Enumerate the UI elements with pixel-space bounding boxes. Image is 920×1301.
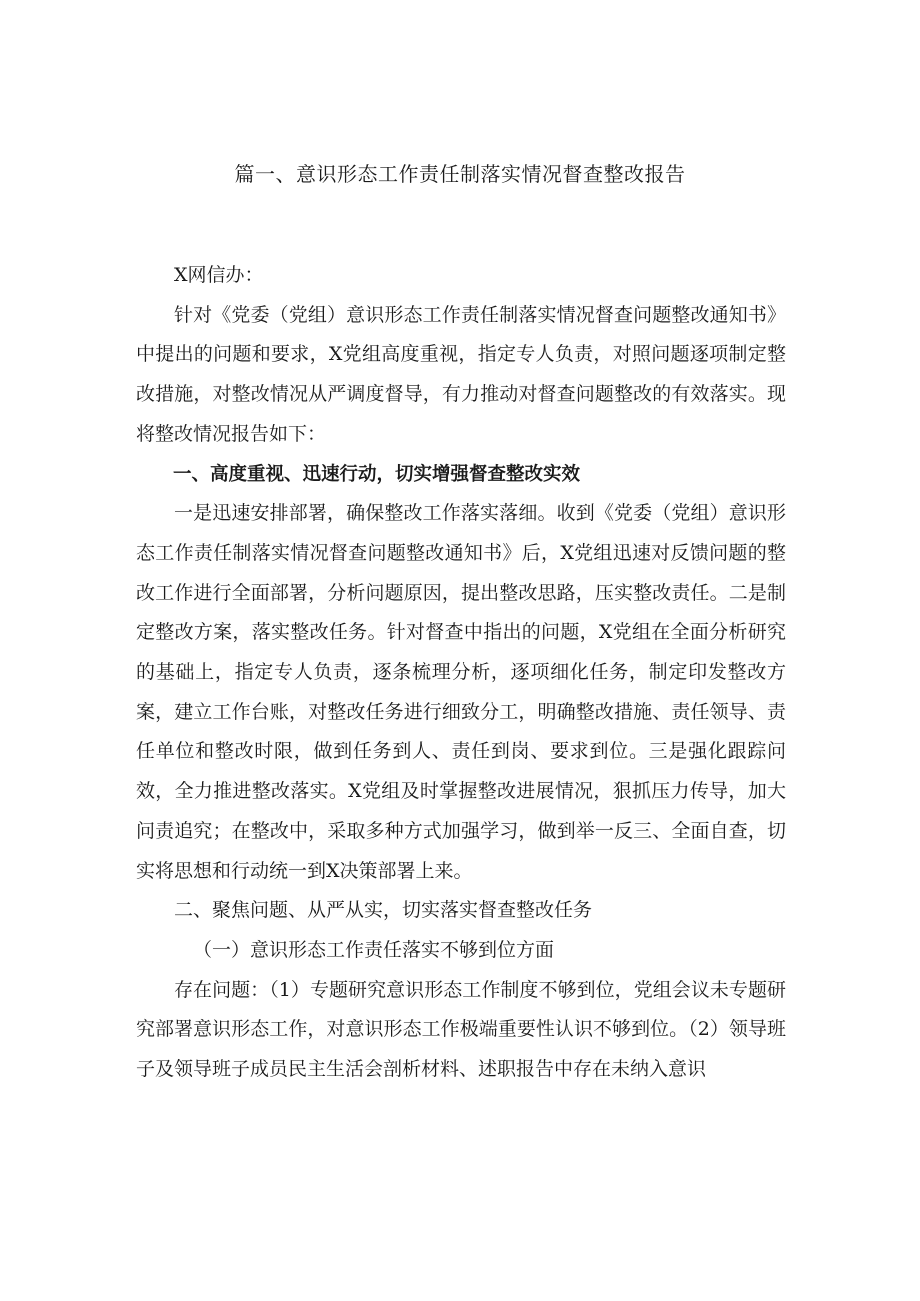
- subsection-heading-1: （一）意识形态工作责任落实不够到位方面: [193, 938, 555, 961]
- document-title: 篇一、意识形态工作责任制落实情况督查整改报告: [234, 162, 686, 186]
- section-heading-1: 一、高度重视、迅速行动，切实增强督查整改实效: [173, 463, 581, 485]
- section-1-paragraph: 一是迅速安排部署，确保整改工作落实落细。收到《党委（党组）意识形态工作责任制落实情况督查问题整改通知书》后，X党组迅速对反馈问题的整改工作进行全面部署，分析问题原因，提出整改思路，压实整改责任。二是制定整改方案，落实整改任务。针对督查中指出的问题，X党组在全面分析研究的基础上，指定专人负责，逐条梳理分析，逐项细化任务，制定印发整改方案，建立工作台账，对整改任务进行细致分工，明确整改措施、责任领导、责任单位和整改时限，做到任务到人、责任到岗、要求到位。三是强化跟踪问效，全力推进整改落实。X党组及时掌握整改进展情况，狠抓压力传导，加大问责追究；在整改中，采取多种方式加强学习，做到举一反三、全面自查，切实将思想和行动统一到X决策部署上来。: [136, 502, 786, 882]
- salutation: X网信办：: [174, 264, 264, 286]
- document-body: [136, 256, 786, 1090]
- intro-paragraph: 针对《党委（党组）意识形态工作责任制落实情况督查问题整改通知书》中提出的问题和要求，X党组高度重视，指定专人负责，对照问题逐项制定整改措施，对整改情况从严调度督导，有力推动对督查问题整改的有效落实。现将整改情况报告如下：: [136, 303, 786, 445]
- problems-paragraph: 存在问题：（1）专题研究意识形态工作制度不够到位，党组会议未专题研究部署意识形态工作，对意识形态工作极端重要性认识不够到位。（2）领导班子及领导班子成员民主生活会剖析材料、述职报告中存在未纳入意识: [136, 978, 786, 1081]
- section-heading-2: 二、聚焦问题、从严从实，切实落实督查整改任务: [174, 899, 593, 922]
